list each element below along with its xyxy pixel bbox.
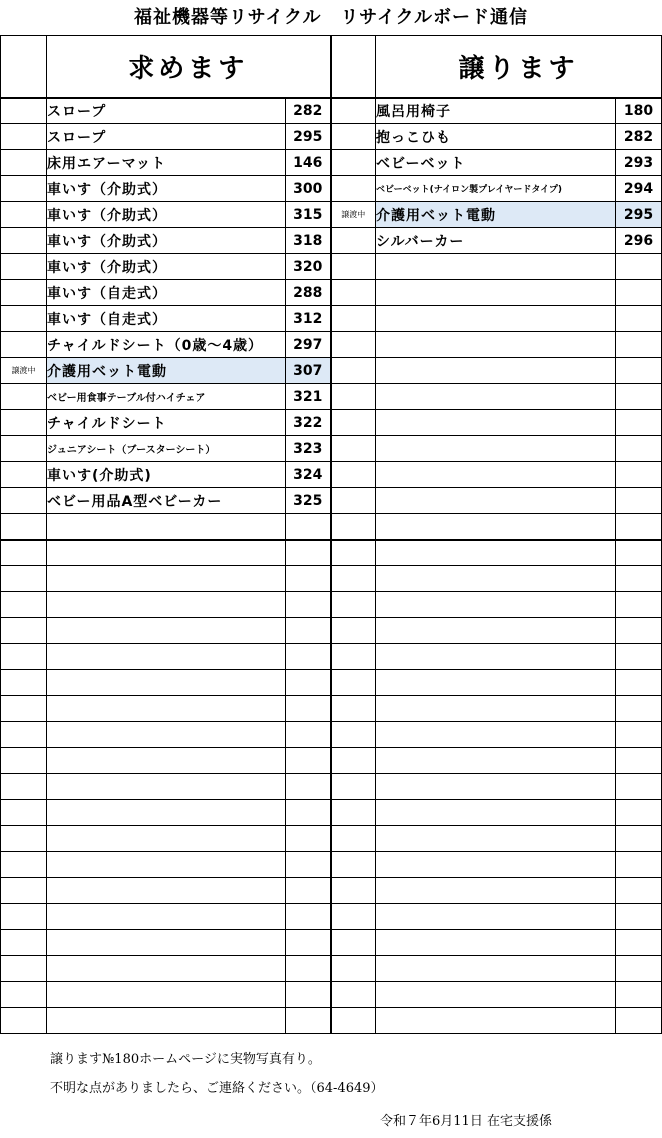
wanted-item-name	[47, 1008, 286, 1034]
offered-status	[331, 644, 376, 670]
offered-status	[331, 1008, 376, 1034]
wanted-item-number: 295	[286, 124, 331, 150]
offered-item-number	[616, 930, 662, 956]
offered-item-name	[376, 280, 616, 306]
offered-item-number	[616, 618, 662, 644]
offered-item-number	[616, 696, 662, 722]
offered-item-name	[376, 748, 616, 774]
offered-item-name	[376, 592, 616, 618]
offered-status	[331, 878, 376, 904]
offered-status	[331, 254, 376, 280]
offered-status	[331, 956, 376, 982]
wanted-item-name: チャイルドシート	[47, 410, 286, 436]
wanted-item-number	[286, 696, 331, 722]
table-row	[1, 150, 662, 176]
wanted-status	[1, 488, 47, 514]
wanted-status	[1, 826, 47, 852]
wanted-status	[1, 878, 47, 904]
offered-status	[331, 930, 376, 956]
offered-item-name	[376, 540, 616, 566]
wanted-item-name	[47, 800, 286, 826]
wanted-status	[1, 436, 47, 462]
wanted-status	[1, 748, 47, 774]
footer-note-photo: 譲ります№180ホームページに実物写真有り。	[50, 1052, 321, 1067]
wanted-status	[1, 618, 47, 644]
table-row	[1, 436, 662, 462]
offered-item-name	[376, 956, 616, 982]
offered-item-name: シルバーカー	[376, 228, 616, 254]
wanted-item-number	[286, 774, 331, 800]
offered-item-name: 抱っこひも	[376, 124, 616, 150]
wanted-item-name: 車いす（介助式）	[47, 228, 286, 254]
wanted-item-name	[47, 852, 286, 878]
wanted-item-number	[286, 748, 331, 774]
table-row	[1, 410, 662, 436]
offered-status	[331, 696, 376, 722]
offered-item-number	[616, 332, 662, 358]
table-row	[1, 98, 662, 124]
table-row	[1, 566, 662, 592]
wanted-item-name	[47, 982, 286, 1008]
wanted-item-number	[286, 930, 331, 956]
wanted-item-name: 車いす(介助式)	[47, 462, 286, 488]
wanted-item-name: 床用エアーマット	[47, 150, 286, 176]
offered-item-number	[616, 748, 662, 774]
offered-item-name	[376, 462, 616, 488]
table-row	[1, 540, 662, 566]
offered-status	[331, 722, 376, 748]
header-blank-right	[331, 36, 376, 98]
offered-item-number	[616, 878, 662, 904]
offered-item-number	[616, 904, 662, 930]
offered-item-number: 296	[616, 228, 662, 254]
offered-item-name	[376, 774, 616, 800]
wanted-status	[1, 956, 47, 982]
wanted-item-number: 318	[286, 228, 331, 254]
offered-item-number	[616, 982, 662, 1008]
offered-item-name	[376, 384, 616, 410]
wanted-status	[1, 696, 47, 722]
offered-status	[331, 748, 376, 774]
table-row	[1, 670, 662, 696]
offered-header: 譲ります	[376, 36, 662, 98]
offered-status	[331, 436, 376, 462]
wanted-item-name: 車いす（自走式）	[47, 280, 286, 306]
offered-status	[331, 228, 376, 254]
offered-status	[331, 462, 376, 488]
wanted-item-number: 323	[286, 436, 331, 462]
offered-status: 譲渡中	[331, 202, 376, 228]
recycle-board-table	[0, 35, 662, 1034]
wanted-item-name	[47, 774, 286, 800]
offered-status	[331, 176, 376, 202]
wanted-item-number	[286, 514, 331, 540]
table-row	[1, 306, 662, 332]
offered-item-number	[616, 436, 662, 462]
wanted-status	[1, 202, 47, 228]
wanted-status	[1, 228, 47, 254]
table-row	[1, 176, 662, 202]
table-row	[1, 644, 662, 670]
wanted-item-number: 146	[286, 150, 331, 176]
offered-item-number	[616, 852, 662, 878]
wanted-item-number: 300	[286, 176, 331, 202]
wanted-item-name: スロープ	[47, 124, 286, 150]
table-row	[1, 280, 662, 306]
offered-status	[331, 358, 376, 384]
wanted-item-number	[286, 982, 331, 1008]
offered-status	[331, 618, 376, 644]
table-row	[1, 722, 662, 748]
wanted-status	[1, 462, 47, 488]
wanted-status	[1, 670, 47, 696]
table-row	[1, 254, 662, 280]
table-row	[1, 202, 662, 228]
wanted-item-name	[47, 956, 286, 982]
wanted-item-name	[47, 878, 286, 904]
offered-item-name	[376, 436, 616, 462]
wanted-item-name	[47, 566, 286, 592]
wanted-status	[1, 410, 47, 436]
wanted-item-number	[286, 878, 331, 904]
table-row	[1, 618, 662, 644]
offered-item-number	[616, 670, 662, 696]
offered-item-number: 282	[616, 124, 662, 150]
offered-status	[331, 540, 376, 566]
table-row	[1, 748, 662, 774]
offered-item-name: ベビーベット	[376, 150, 616, 176]
offered-item-name	[376, 982, 616, 1008]
offered-item-number	[616, 566, 662, 592]
offered-status	[331, 826, 376, 852]
wanted-item-number: 282	[286, 98, 331, 124]
offered-status	[331, 384, 376, 410]
offered-item-name: 介護用ベット電動	[376, 202, 616, 228]
offered-status	[331, 280, 376, 306]
wanted-item-name	[47, 904, 286, 930]
wanted-status	[1, 722, 47, 748]
wanted-status	[1, 852, 47, 878]
wanted-item-number	[286, 670, 331, 696]
wanted-item-number: 320	[286, 254, 331, 280]
offered-item-number	[616, 956, 662, 982]
wanted-status	[1, 904, 47, 930]
offered-item-name	[376, 332, 616, 358]
wanted-item-name	[47, 644, 286, 670]
table-row	[1, 826, 662, 852]
table-row	[1, 696, 662, 722]
offered-status	[331, 98, 376, 124]
offered-item-name	[376, 644, 616, 670]
wanted-item-name: 車いす（介助式）	[47, 254, 286, 280]
offered-item-name	[376, 696, 616, 722]
wanted-item-number: 322	[286, 410, 331, 436]
table-row	[1, 124, 662, 150]
table-row	[1, 982, 662, 1008]
offered-item-name: 風呂用椅子	[376, 98, 616, 124]
wanted-item-name	[47, 514, 286, 540]
wanted-item-name: 車いす（介助式）	[47, 202, 286, 228]
wanted-status	[1, 280, 47, 306]
wanted-item-number: 315	[286, 202, 331, 228]
offered-item-name	[376, 306, 616, 332]
table-header-row	[1, 36, 662, 98]
wanted-item-name: ベビー用食事テーブル付ハイチェア	[47, 384, 286, 410]
table-row	[1, 462, 662, 488]
offered-item-name	[376, 358, 616, 384]
wanted-status	[1, 644, 47, 670]
wanted-item-name	[47, 696, 286, 722]
table-row	[1, 774, 662, 800]
document-title: 福祉機器等リサイクル リサイクルボード通信	[134, 7, 528, 28]
offered-item-number	[616, 644, 662, 670]
wanted-item-number: 288	[286, 280, 331, 306]
offered-item-number	[616, 774, 662, 800]
table-row	[1, 228, 662, 254]
wanted-status	[1, 566, 47, 592]
wanted-item-name	[47, 748, 286, 774]
wanted-item-name	[47, 592, 286, 618]
table-row	[1, 332, 662, 358]
table-row	[1, 384, 662, 410]
wanted-item-number: 324	[286, 462, 331, 488]
wanted-item-number	[286, 618, 331, 644]
offered-status	[331, 566, 376, 592]
wanted-status: 譲渡中	[1, 358, 47, 384]
offered-item-name	[376, 722, 616, 748]
footer-note-contact: 不明な点がありましたら、ご連絡ください。（64-4649）	[50, 1081, 384, 1096]
wanted-item-name: 介護用ベット電動	[47, 358, 286, 384]
wanted-item-number	[286, 722, 331, 748]
wanted-item-name: ジュニアシート（ブースターシート）	[47, 436, 286, 462]
offered-status	[331, 800, 376, 826]
offered-item-name	[376, 514, 616, 540]
wanted-item-name	[47, 540, 286, 566]
offered-item-name	[376, 826, 616, 852]
offered-status	[331, 488, 376, 514]
footer-date-department: 令和７年6月11日 在宅支援係	[380, 1114, 552, 1129]
wanted-item-number	[286, 566, 331, 592]
wanted-item-number	[286, 852, 331, 878]
offered-item-name	[376, 852, 616, 878]
offered-status	[331, 124, 376, 150]
wanted-status	[1, 540, 47, 566]
offered-item-number	[616, 410, 662, 436]
offered-status	[331, 150, 376, 176]
wanted-status	[1, 176, 47, 202]
offered-item-number	[616, 1008, 662, 1034]
offered-item-number	[616, 254, 662, 280]
wanted-header: 求めます	[47, 36, 331, 98]
wanted-status	[1, 150, 47, 176]
table-row	[1, 956, 662, 982]
wanted-status	[1, 1008, 47, 1034]
wanted-item-number: 307	[286, 358, 331, 384]
offered-status	[331, 410, 376, 436]
wanted-item-name	[47, 826, 286, 852]
wanted-status	[1, 384, 47, 410]
offered-item-number	[616, 306, 662, 332]
wanted-item-name: 車いす（自走式）	[47, 306, 286, 332]
offered-item-number	[616, 540, 662, 566]
wanted-item-number	[286, 592, 331, 618]
offered-item-number	[616, 800, 662, 826]
table-row	[1, 930, 662, 956]
offered-item-number: 293	[616, 150, 662, 176]
wanted-item-number	[286, 956, 331, 982]
offered-status	[331, 670, 376, 696]
offered-item-name	[376, 618, 616, 644]
offered-item-number	[616, 592, 662, 618]
wanted-item-name: スロープ	[47, 98, 286, 124]
table-row	[1, 878, 662, 904]
offered-item-number: 294	[616, 176, 662, 202]
table-row	[1, 852, 662, 878]
wanted-item-number	[286, 800, 331, 826]
wanted-item-name	[47, 722, 286, 748]
wanted-status	[1, 774, 47, 800]
offered-item-name	[376, 800, 616, 826]
table-row	[1, 514, 662, 540]
wanted-item-name	[47, 930, 286, 956]
offered-item-number: 180	[616, 98, 662, 124]
table-row	[1, 488, 662, 514]
offered-status	[331, 774, 376, 800]
offered-status	[331, 904, 376, 930]
wanted-item-number	[286, 540, 331, 566]
wanted-status	[1, 982, 47, 1008]
wanted-status	[1, 800, 47, 826]
offered-status	[331, 852, 376, 878]
offered-item-name	[376, 254, 616, 280]
offered-item-number	[616, 826, 662, 852]
offered-item-name	[376, 566, 616, 592]
offered-item-number	[616, 722, 662, 748]
wanted-status	[1, 592, 47, 618]
wanted-item-name	[47, 670, 286, 696]
offered-status	[331, 332, 376, 358]
wanted-status	[1, 332, 47, 358]
wanted-item-name: 車いす（介助式）	[47, 176, 286, 202]
wanted-status	[1, 124, 47, 150]
offered-item-number	[616, 358, 662, 384]
table-row	[1, 904, 662, 930]
offered-item-name	[376, 930, 616, 956]
wanted-status	[1, 98, 47, 124]
wanted-status	[1, 514, 47, 540]
header-blank-left	[1, 36, 47, 98]
offered-item-name	[376, 878, 616, 904]
wanted-item-number: 325	[286, 488, 331, 514]
wanted-item-number: 321	[286, 384, 331, 410]
offered-item-name	[376, 670, 616, 696]
wanted-status	[1, 930, 47, 956]
wanted-item-name: ベビー用品A型ベビーカー	[47, 488, 286, 514]
offered-item-name	[376, 1008, 616, 1034]
offered-item-name	[376, 904, 616, 930]
table-row	[1, 358, 662, 384]
wanted-item-number: 312	[286, 306, 331, 332]
table-row	[1, 1008, 662, 1034]
wanted-item-number	[286, 1008, 331, 1034]
offered-item-number	[616, 514, 662, 540]
offered-item-number	[616, 280, 662, 306]
table-row	[1, 592, 662, 618]
table-row	[1, 800, 662, 826]
wanted-item-name	[47, 618, 286, 644]
wanted-status	[1, 306, 47, 332]
offered-item-number	[616, 384, 662, 410]
wanted-item-number	[286, 644, 331, 670]
offered-status	[331, 306, 376, 332]
offered-status	[331, 592, 376, 618]
wanted-item-number	[286, 826, 331, 852]
wanted-item-name: チャイルドシート（0歳～4歳）	[47, 332, 286, 358]
offered-status	[331, 514, 376, 540]
offered-status	[331, 982, 376, 1008]
offered-item-name	[376, 488, 616, 514]
offered-item-name	[376, 410, 616, 436]
offered-item-number: 295	[616, 202, 662, 228]
offered-item-number	[616, 462, 662, 488]
wanted-item-number: 297	[286, 332, 331, 358]
offered-item-number	[616, 488, 662, 514]
offered-item-name: ベビーベット(ナイロン製プレイヤードタイプ)	[376, 176, 616, 202]
wanted-status	[1, 254, 47, 280]
wanted-item-number	[286, 904, 331, 930]
